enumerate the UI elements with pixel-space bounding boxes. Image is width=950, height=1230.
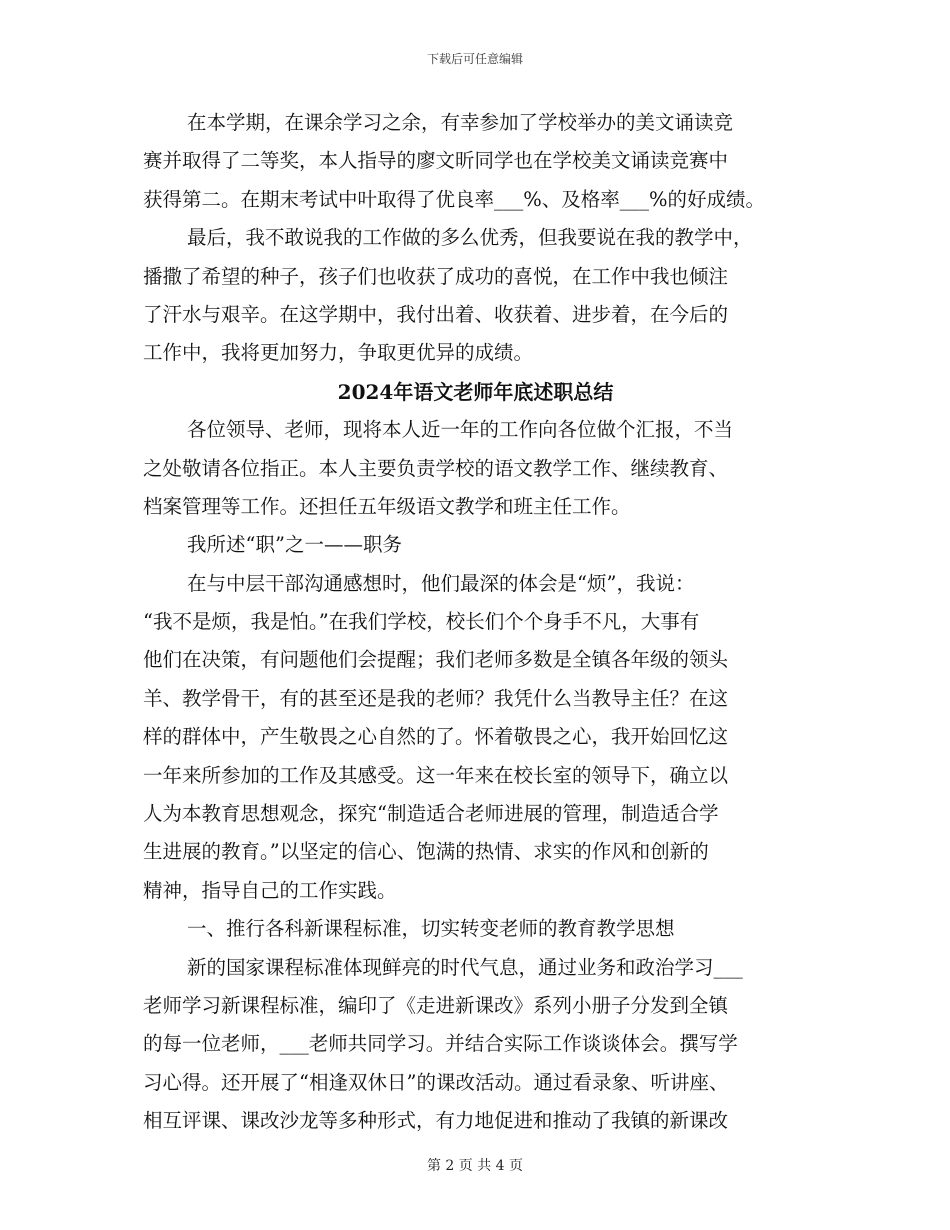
- paragraph-line: 生进展的教育。”以坚定的信心、饱满的热情、求实的作风和创新的: [143, 840, 709, 864]
- paragraph-line: 档案管理等工作。还担任五年级语文教学和班主任工作。: [143, 494, 631, 518]
- paragraph-line: 他们在决策，有问题他们会提醒；我们老师多数是全镇各年级的领头: [143, 648, 729, 672]
- paragraph-line: 各位领导、老师，现将本人近一年的工作向各位做个汇报，不当: [187, 418, 734, 442]
- paragraph-line: 的每一位老师，___老师共同学习。并结合实际工作谈谈体会。撰写学: [143, 1032, 738, 1056]
- paragraph-line: 精神，指导自己的工作实践。: [143, 878, 397, 902]
- paragraph-line: 样的群体中，产生敬畏之心自然的了。怀着敬畏之心，我开始回忆这: [143, 725, 729, 749]
- page-header: 下载后可任意编辑: [426, 52, 523, 66]
- section-title: 2024年语文老师年底述职总结: [337, 379, 614, 404]
- paragraph-line: 之处敬请各位指正。本人主要负责学校的语文教学工作、继续教育、: [143, 456, 729, 480]
- paragraph-line: 最后，我不敢说我的工作做的多么优秀，但我要说在我的教学中，: [187, 226, 753, 250]
- paragraph-line: 一年来所参加的工作及其感受。这一年来在校长室的领导下，确立以: [143, 763, 729, 787]
- paragraph-line: 习心得。还开展了“相逢双休日”的课改活动。通过看录象、听讲座、: [143, 1070, 729, 1094]
- page-footer: 第 2 页 共 4 页: [426, 1158, 524, 1174]
- subheading-line: 我所述“职”之一——职务: [187, 533, 402, 557]
- paragraph-line: 羊、教学骨干，有的甚至还是我的老师？我凭什么当教导主任？在这: [143, 686, 729, 710]
- paragraph-line: “我不是烦，我是怕。”在我们学校，校长们个个身手不凡，大事有: [143, 610, 700, 634]
- paragraph-line: 人为本教育思想观念，探究“制造适合老师进展的管理，制造适合学: [143, 802, 719, 826]
- subheading-line: 一、推行各科新课程标准，切实转变老师的教育教学思想: [187, 917, 675, 941]
- paragraph-line: 老师学习新课程标准，编印了《走进新课改》系列小册子分发到全镇: [143, 993, 729, 1017]
- paragraph-line: 了汗水与艰辛。在这学期中，我付出着、收获着、进步着，在今后的: [143, 302, 729, 326]
- paragraph-line: 在本学期，在课余学习之余，有幸参加了学校举办的美文诵读竞: [187, 111, 734, 134]
- paragraph-line: 播撒了希望的种子，孩子们也收获了成功的喜悦，在工作中我也倾注: [143, 264, 729, 288]
- paragraph-line: 工作中，我将更加努力，争取更优异的成绩。: [143, 341, 534, 365]
- paragraph-line: 相互评课、课改沙龙等多种形式，有力地促进和推动了我镇的新课改: [143, 1109, 729, 1133]
- paragraph-line: 赛并取得了二等奖，本人指导的廖文昕同学也在学校美文诵读竞赛中: [143, 149, 729, 173]
- document-body: [143, 104, 808, 1141]
- paragraph-line: 获得第二。在期末考试中叶取得了优良率___%、及格率___%的好成绩。: [143, 187, 766, 211]
- paragraph-line: 新的国家课程标准体现鲜亮的时代气息，通过业务和政治学习___: [187, 955, 743, 979]
- paragraph-line: 在与中层干部沟通感想时，他们最深的体会是“烦”，我说：: [187, 571, 695, 595]
